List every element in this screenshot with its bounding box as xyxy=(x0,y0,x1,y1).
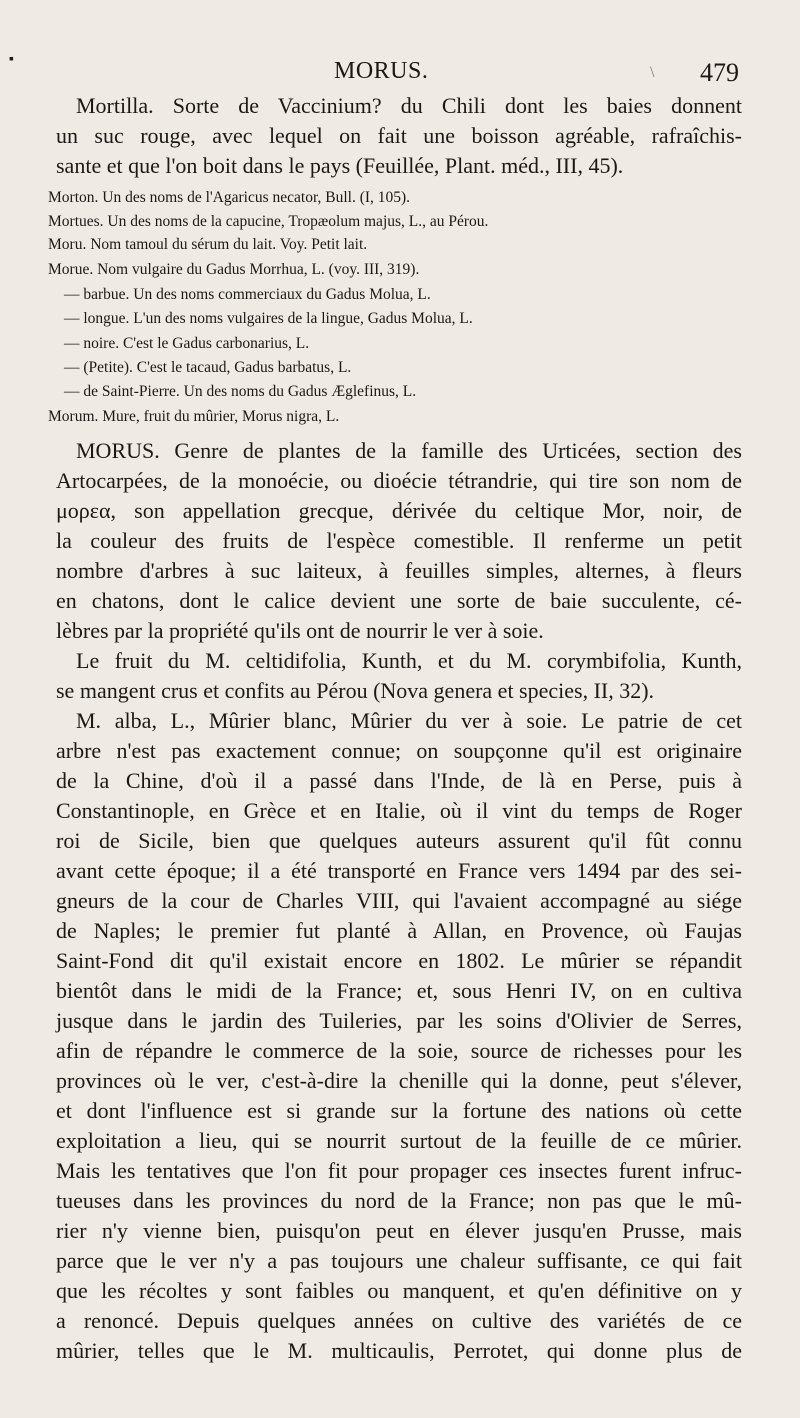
alba-line-11: jusque dans le jardin des Tuileries, par les soins d'Olivier de Serres, xyxy=(56,1008,742,1033)
alba-line-2: arbre n'est pas exactement connue; on soupçonne qu'il est originaire xyxy=(56,738,742,763)
alba-line-18: rier n'y vienne bien, puisqu'on peut en élever jusqu'en Prusse, mais xyxy=(56,1218,742,1243)
alba-line-7: gneurs de la cour de Charles VIII, qui l'avaient accompagné au siége xyxy=(56,888,742,913)
alba-line-13: provinces où le ver, c'est-à-dire la chenille qui la donne, peut s'élever, xyxy=(56,1068,742,1093)
alba-line-9: Saint-Fond dit qu'il existait encore en 1802. Le mûrier se répandit xyxy=(56,948,742,973)
margin-mark: ▪ xyxy=(9,52,14,67)
alba-line-21: a renoncé. Depuis quelques années on cultive des variétés de ce xyxy=(56,1308,742,1333)
morus-line-5: nombre d'arbres à suc laiteux, à feuilles simples, alternes, à fleurs xyxy=(56,558,742,583)
alba-line-5: roi de Sicile, bien que quelques auteurs assurent qu'il fût connu xyxy=(56,828,742,853)
entry-mortues: Mortues. Un des noms de la capucine, Tropæolum majus, L., au Pérou. xyxy=(48,213,489,230)
alba-line-14: et dont l'influence est si grande sur la fortune des nations où cette xyxy=(56,1098,742,1123)
morus-line-2: Artocarpées, de la monoécie, ou dioécie tétrandrie, qui tire son nom de xyxy=(56,468,742,493)
morus-fruit-line-2: se mangent crus et confits au Pérou (Nova genera et species, II, 32). xyxy=(56,678,655,703)
entry-morton: Morton. Un des noms de l'Agaricus necator, Bull. (I, 105). xyxy=(48,189,411,206)
entry-morue-saint-pierre: — de Saint-Pierre. Un des noms du Gadus Æglefinus, L. xyxy=(64,383,417,400)
entry-morue-noire: — noire. C'est le Gadus carbonarius, L. xyxy=(64,335,310,352)
running-title: MORUS. xyxy=(334,58,429,84)
entry-mortilla-line-2: un suc rouge, avec lequel on fait une boisson agréable, rafraîchis- xyxy=(56,123,742,148)
alba-line-6: avant cette époque; il a été transporté en France vers 1494 par des sei- xyxy=(56,858,742,883)
alba-line-17: tueuses dans les provinces du nord de la France; non pas que le mû- xyxy=(56,1188,742,1213)
entry-morue-barbue: — barbue. Un des noms commerciaux du Gadus Molua, L. xyxy=(64,286,431,303)
alba-line-22: mûrier, telles que le M. multicaulis, Perrotet, qui donne plus de xyxy=(56,1338,742,1363)
entry-moru: Moru. Nom tamoul du sérum du lait. Voy. Petit lait. xyxy=(48,236,368,253)
morus-fruit-line-1: Le fruit du M. celtidifolia, Kunth, et du M. corymbifolia, Kunth, xyxy=(76,648,742,673)
header-mark: \ xyxy=(650,64,655,81)
morus-line-1: MORUS. Genre de plantes de la famille des Urticées, section des xyxy=(76,438,742,463)
entry-mortilla-line-1: Mortilla. Sorte de Vaccinium? du Chili dont les baies donnent xyxy=(76,93,742,118)
morus-line-3: μορεα, son appellation grecque, dérivée du celtique Mor, noir, de xyxy=(56,498,742,523)
morus-line-6: en chatons, dont le calice devient une sorte de baie succulente, cé- xyxy=(56,588,742,613)
entry-morue-longue: — longue. L'un des noms vulgaires de la lingue, Gadus Molua, L. xyxy=(64,310,473,327)
alba-line-16: Mais les tentatives que l'on fit pour propager ces insectes furent infruc- xyxy=(56,1158,742,1183)
page-number: 479 xyxy=(700,58,739,87)
entry-mortilla-line-3: sante et que l'on boit dans le pays (Feuillée, Plant. méd., III, 45). xyxy=(56,153,624,178)
morus-line-7: lèbres par la propriété qu'ils ont de nourrir le ver à soie. xyxy=(56,618,544,643)
running-header xyxy=(0,58,800,94)
alba-line-4: Constantinople, en Grèce et en Italie, où il vint du temps de Roger xyxy=(56,798,742,823)
alba-line-12: afin de répandre le commerce de la soie, source de richesses pour les xyxy=(56,1038,742,1063)
alba-line-20: que les récoltes y sont faibles ou manquent, et qu'en définitive on y xyxy=(56,1278,742,1303)
alba-line-1: M. alba, L., Mûrier blanc, Mûrier du ver à soie. Le patrie de cet xyxy=(76,708,742,733)
alba-line-15: exploitation a lieu, qui se nourrit surtout de la feuille de ce mûrier. xyxy=(56,1128,742,1153)
morus-line-4: la couleur des fruits de l'espèce comestible. Il renferme un petit xyxy=(56,528,742,553)
alba-line-3: de la Chine, d'où il a passé dans l'Inde, de là en Perse, puis à xyxy=(56,768,742,793)
alba-line-8: de Naples; le premier fut planté à Allan, en Provence, où Faujas xyxy=(56,918,742,943)
entry-morum: Morum. Mure, fruit du mûrier, Morus nigra, L. xyxy=(48,408,340,425)
alba-line-10: bientôt dans le midi de la France; et, sous Henri IV, on en cultiva xyxy=(56,978,742,1003)
alba-line-19: parce que le ver n'y a pas toujours une chaleur suffisante, ce qui fait xyxy=(56,1248,742,1273)
entry-morue-petite: — (Petite). C'est le tacaud, Gadus barbatus, L. xyxy=(64,359,352,376)
entry-morue: Morue. Nom vulgaire du Gadus Morrhua, L. (voy. III, 319). xyxy=(48,261,420,278)
